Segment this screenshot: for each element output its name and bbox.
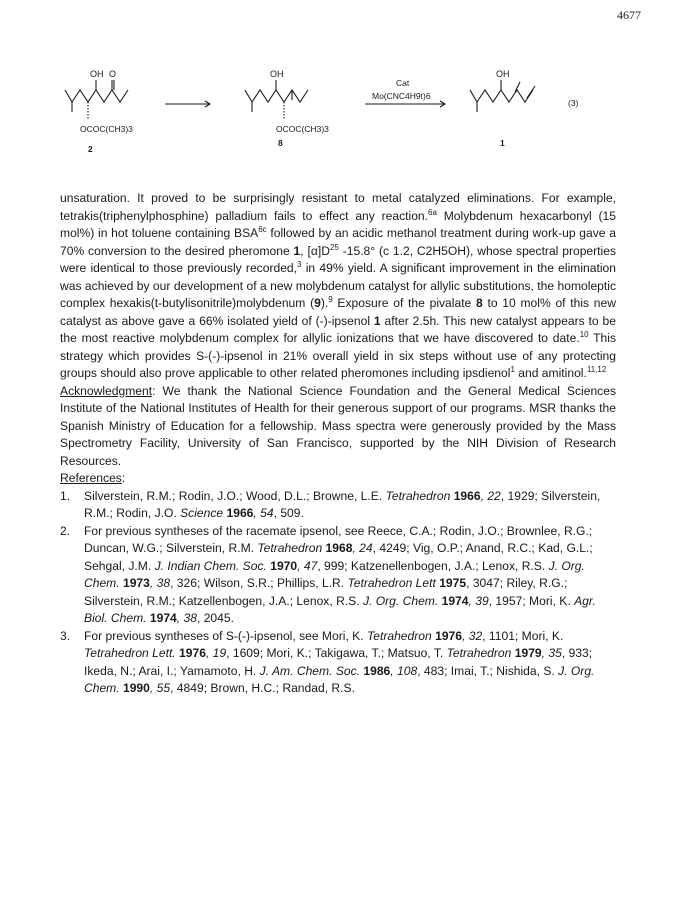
equation-number: (3) [568, 98, 579, 108]
acknowledgment-paragraph: Acknowledgment: We thank the National Science Foundation and the General Medical Sciences Institute of the National Institutes of Health for their generous support of our programs. MSR thanks the Spanish Ministry of Education for a fellowship. Mass spectra were generously provided by the Mass Spectrometry Facility, University of San Francisco, supported by the NIH Division of Research Resources. [60, 383, 616, 468]
compound-2-skeleton [65, 90, 128, 102]
compound-8-number: 8 [278, 138, 283, 148]
references-heading-line: References: [60, 471, 126, 485]
compound-1-skeleton [470, 90, 533, 102]
reference-item: 3. For previous syntheses of S-(-)-ipsenol, see Mori, K. Tetrahedron 1976, 32, 1101; Mori, K. Tetrahedron Lett. 1976, 19, 1609; Mori, K.; Takigawa, T.; Matsuo, T. Tetrahedron 1979, 35, 933; Ikeda, N.; Arai, I.; Yamamoto, H. J. Am. Chem. Soc. 1986, 108, 483; Imai, T.; Nishida, S. J. Org. Chem. 1990, 55, 4849; Brown, H.C.; Randad, R.S. [60, 628, 595, 695]
compound-8-oh-label: OH [270, 69, 284, 79]
reaction-scheme [60, 60, 620, 170]
compound-8-skeleton [245, 90, 308, 102]
compound-8-ester-label: OCOC(CH3)3 [276, 124, 329, 134]
page-number: 4677 [617, 8, 641, 22]
reference-item: 1. Silverstein, R.M.; Rodin, J.O.; Wood, D.L.; Browne, L.E. Tetrahedron 1966, 22, 1929; Silverstein, R.M.; Rodin, J.O. Science 1966, 54, 509. [60, 488, 601, 520]
article-body [60, 190, 616, 698]
compound-1-oh-label: OH [496, 69, 510, 79]
compound-2-number: 2 [88, 144, 93, 154]
main-paragraph: unsaturation. It proved to be surprisingly resistant to metal catalyzed eliminations. For example, tetrakis(triphenylphosphine) palladium fails to effect any reaction.$^{6a}$ Molybdenum hexacarbonyl (15 mol%) in hot toluene containing $BSA^{6c}$ followed by an acidic methanol treatment during work-up gave a 70% conversion to the desired pheromone 1, $[\alpha]D^{25}$ -15.8° (c 1.2, C2H5OH), whose spectral properties were identical to those previously recorded,$^3$ in 49% yield. A significant improvement in the elimination was achieved by our development of a new molybdenum catalyst for allylic substitutions, the homoleptic complex hexakis(t-butylisonitrile)molybdenum (9).$^9$ Exposure of the pivalate 8 to 10 mol% of this new catalyst as above gave a 66% isolated yield of (-)-ipsenol 1 after 2.5h. This new catalyst appears to be the most reactive molybdenum complex for allylic ionizations that we have discovered to date.$^{10}$ This strategy which provides S-(-)-ipsenol in 21% overall yield in six steps without use of any protecting groups should also prove applicable to other related pheromones including ipsdienol$^1$ and amitinol.$^{11,12}$ [60, 191, 616, 380]
catalyst-formula: Mo(CNC4H9t)6 [372, 91, 431, 101]
acknowledgment-heading: Acknowledgment [60, 383, 153, 398]
reference-item: 2. For previous syntheses of the racemate ipsenol, see Reece, C.A.; Rodin, J.O.; Brownlee, R.G.; Duncan, W.G.; Silverstein, R.M. Tetrahedron 1968, 24, 4249; Vig, O.P.; Anand, R.C.; Kad, G.L.; Sehgal, J.M. J. Indian Chem. Soc. 1970, 47, 999; Katzenellenbogen, J.A.; Lenox, R.S. J. Org. Chem. 1973, 38, 326; Wilson, S.R.; Phillips, L.R. Tetrahedron Lett 1975, 3047; Riley, R.G.; Silverstein, R.M.; Katzellenbogen, J.A.; Lenox, R.S. J. Org. Chem. 1974, 39, 1957; Mori, K. Agr. Biol. Chem. 1974, 38, 2045. [60, 523, 596, 625]
compound-2-ester-label: OCOC(CH3)3 [80, 124, 133, 134]
references-heading: References [60, 471, 122, 485]
catalyst-label: Cat [396, 78, 410, 88]
compound-2-oh-label: OH [90, 69, 104, 79]
compound-1-number: 1 [500, 138, 505, 148]
compound-2-ketone-o-label: O [109, 69, 117, 79]
